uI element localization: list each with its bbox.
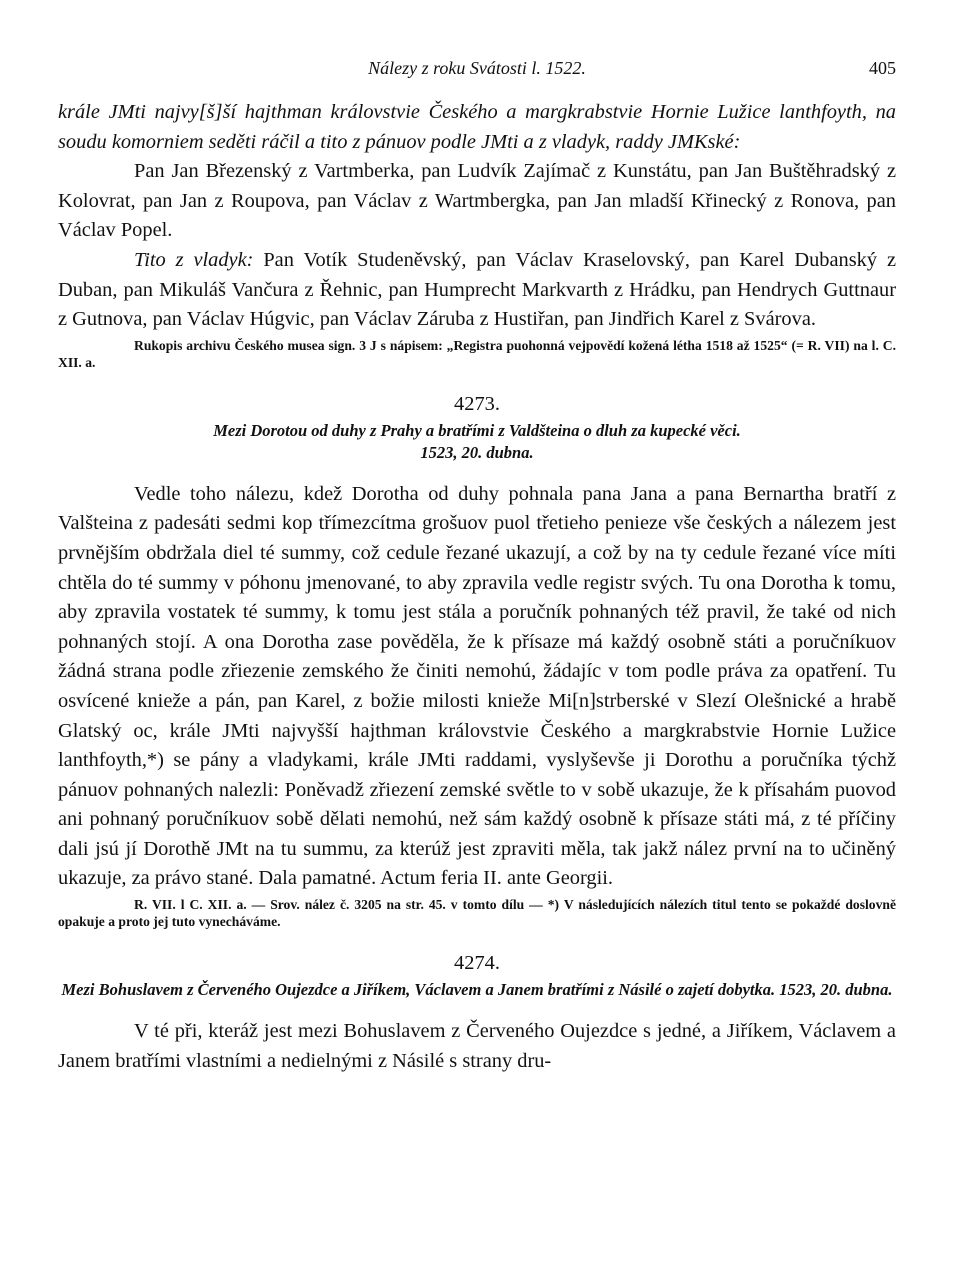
running-title: Nálezy z roku Svátosti l. 1522. [368,58,586,78]
entry-note: R. VII. l C. XII. a. — Srov. nález č. 3205 na str. 45. v tomto dílu — *) V následujících nálezích titul tento se pokaždé doslovně opakuje a proto jej tuto vynecháváme. [58,897,896,930]
entry-date: 1523, 20. dubna. [420,442,534,462]
vladyky-list [58,246,896,335]
lords-list: Pan Jan Březenský z Vartmberka, pan Ludvík Zajímač z Kunstátu, pan Jan Buštěhradský z Kolovrat, pan Jan z Roupova, pan Václav z Wartmbergka, pan Jan mladší Křinecký z Ronova, pan Václav Popel. [58,160,896,242]
entry-date: 1523, 20. dubna. [779,980,893,1000]
entry-number: 4273. [454,392,500,415]
source-note: Rukopis archivu Českého musea sign. 3 J s nápisem: „Registra puohonná vejpovědí kožená léthа 1518 až 1525“ (= R. VII) na l. C. XII. a. [58,337,896,370]
entry-heading [58,420,896,464]
entry-heading [58,979,896,1001]
page-header [58,58,896,98]
entry-title: Mezi Bohuslavem z Červeného Oujezdce a Jiříkem, Václavem a Janem bratřími z Násilé o zajetí dobytka. [61,980,776,1000]
page-number: 405 [869,58,896,78]
vladyky-names: Pan Votík Studeněvský, pan Václav Kraselovský, pan Karel Dubanský z Duban, pan Mikuláš Vančura z Řehnic, pan Humprecht Markvarth z Hrádku, pan Hendrych Guttnaur z Gutnova, pan Václav Húgvic, pan Václav Záruba z Hustiřan, pan Jindřich Karel z Svárova. [58,248,896,331]
intro-paragraph: krále JMti najvy[š]ší hajthman královstvie Českého a margkrabstvie Hornie Lužice lanthfoyth, na soudu komorniem seděti ráčil a tito z pánuov podle JMti a z vladyk, raddy JMKské: [58,101,896,153]
document-page [58,58,896,1076]
entry-text: Vedle toho nálezu, kdež Dorotha od duhy pohnala pana Jana a pana Bernartha bratří z Valšteina z padesáti sedmi kop třímezcítma grošuov puol třetieho penieze vše českých a nálezem jest prvnějším obdržala diel té summy, což cedule řezané ukazují, a což by na ty cedule řezané více míti chtěla do té summy v póhonu jmenované, to aby zpravila vedle registr svých. Tu ona Dorotha k tomu, aby zpravila vostatek té summy, k tomu jest stála a poručník pohnaných též pravil, že také od nich pohnaných stojí. A ona Dorotha zase pověděla, že k přísaze má každý osobně státi a poručníkuov žádná strana podle zřiezenie zemského že činiti nemohú, žádajíc v tom podle práva za opatření. Tu osvícené knieže a pán, pan Karel, z božie milosti knieže Mi[n]strberské v Slezí Olešnické a hrabě Glatský oc, krále JMti najvyšší hajthman královstvie Českého a margkrabstvie Hornie Lužice lanthfoyth,*) se pány a vladykami, krále JMti raddami, vyslyševše ji Dorothu a poručníka týchž pánuov pohnaných nalezli: Poněvadž zřiezení zemské světle to v sobě ukazuje, že k přísahám puovod ani pohnaný poručníkuov sobě dělati nemohú, než sám každý osobně k přísaze státi má, z té příčiny dali jsú jí Dorothě JMt na tu summu, za kterúž jest zpraviti měla, tak jakž nález první na to učiněný ukazuje, za právo stané. Dala pamatné. Actum feria II. ante Georgii. [58,482,896,890]
vladyky-label: Tito z vladyk: [134,248,254,271]
entry-text: V té při, kteráž jest mezi Bohuslavem z Červeného Oujezdce s jedné, a Jiříkem, Václavem a Janem bratřími vlastními a nedielnými z Násilé s strany dru- [58,1020,896,1072]
entry-title: Mezi Dorotou od duhy z Prahy a bratřími z Valdšteina o dluh za kupecké věci. [213,420,741,440]
entry-number: 4274. [454,952,500,975]
